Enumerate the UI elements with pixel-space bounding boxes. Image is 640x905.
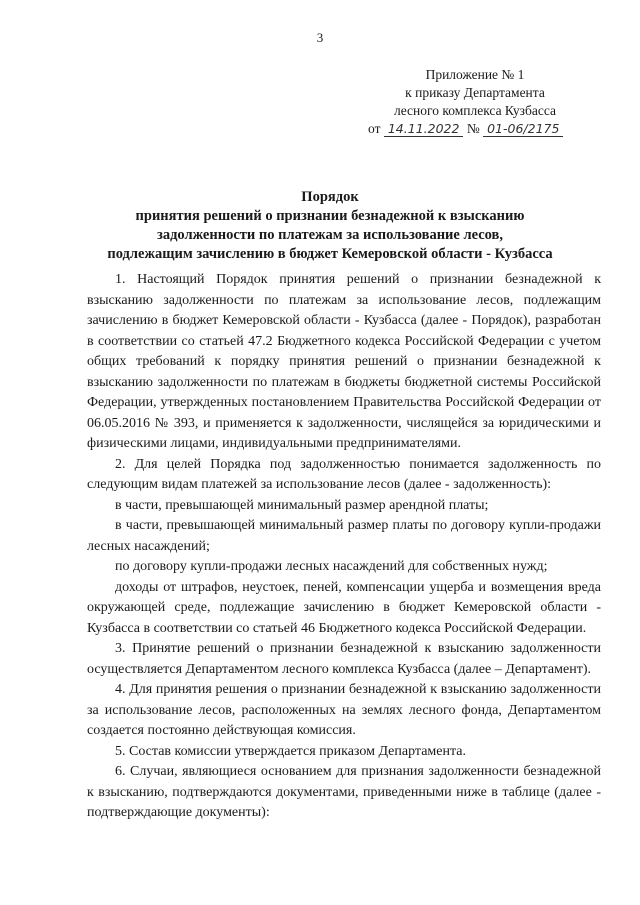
paragraph-3: 3. Принятие решений о признании безнадежной к взысканию задолженности осуществляется Департаментом лесного комплекса Кузбасса (далее – Департамент). [87, 641, 601, 677]
paragraph-4: 4. Для принятия решения о признании безнадежной к взысканию задолженности за использование лесов, расположенных на землях лесного фонда, Департаментом создается постоянно действующая комиссия. [87, 682, 601, 738]
number-prefix: № [466, 121, 480, 136]
paragraph-5: 5. Состав комиссии утверждается приказом Департамента. [115, 743, 466, 759]
appendix-date-number [350, 120, 600, 138]
appendix-order-ref: к приказу Департамента [405, 85, 545, 100]
date-prefix: от [368, 121, 381, 136]
paragraph-2-item-4: доходы от штрафов, неустоек, пеней, компенсации ущерба и возмещения вреда окружающей среде, подлежащие зачислению в бюджет Кемеровской области - Кузбасса в соответствии со статьей 46 Бюджетного кодекса Российской Федерации. [87, 579, 601, 636]
document-title [80, 188, 580, 264]
handwritten-date: 14.11.2022 [384, 121, 464, 137]
appendix-department: лесного комплекса Кузбасса [393, 103, 557, 118]
paragraph-2-item-1: в части, превышающей минимальный размер арендной платы; [115, 497, 489, 513]
document-body [87, 270, 601, 824]
paragraph-6: 6. Случаи, являющиеся основанием для признания задолженности безнадежной к взысканию, подтверждаются документами, приведенными ниже в таблице (далее - подтверждающие документы): [87, 764, 601, 820]
paragraph-2: 2. Для целей Порядка под задолженностью понимается задолженность по следующим видам платежей за использование лесов (далее - задолженность): [87, 456, 601, 492]
title-line-3: задолженности по платежам за использование лесов, [157, 227, 503, 243]
paragraph-2-item-2: в части, превышающей минимальный размер платы по договору купли-продажи лесных насаждений; [87, 518, 601, 554]
handwritten-number: 01-06/2175 [483, 121, 563, 137]
title-line-1: Порядок [301, 189, 359, 205]
appendix-title: Приложение № 1 [425, 67, 525, 82]
paragraph-2-item-3: по договору купли-продажи лесных насаждений для собственных нужд; [115, 559, 548, 574]
title-line-4: подлежащим зачислению в бюджет Кемеровской области - Кузбасса [107, 246, 553, 262]
page-number: 3 [316, 30, 324, 45]
title-line-2: принятия решений о признании безнадежной к взысканию [135, 208, 525, 224]
paragraph-1: 1. Настоящий Порядок принятия решений о признании безнадежной к взысканию задолженности по платежам за использование лесов, подлежащим зачислению в бюджет Кемеровской области - Кузбасса (далее - Порядок), разработан в соответствии со статьей 47.2 Бюджетного кодекса Российской Федерации с учетом общих требований к порядку принятия решений о признании безнадежной к взысканию задолженности по платежам в бюджеты бюджетной системы Российской Федерации, утвержденных постановлением Правительства Российской Федерации от 06.05.2016 № 393, и применяется к задолженности, числящейся за юридическими и физическими лицами, индивидуальными предпринимателями. [87, 272, 601, 451]
appendix-block [350, 66, 600, 138]
